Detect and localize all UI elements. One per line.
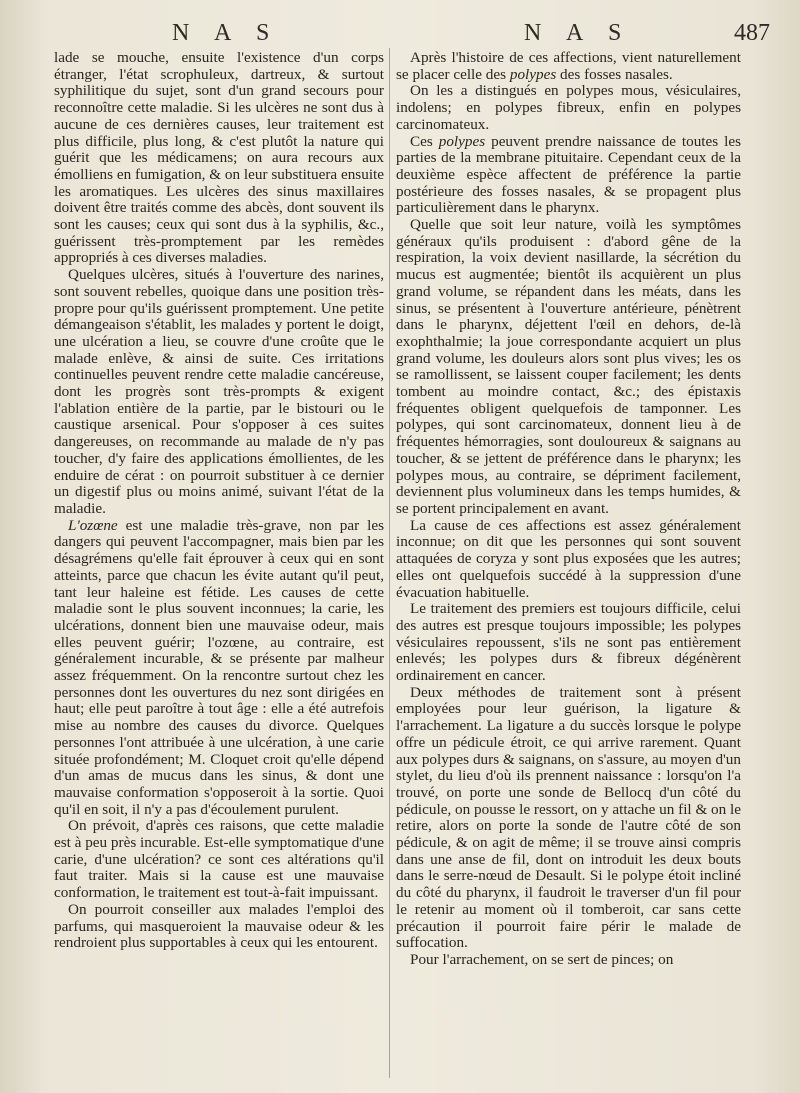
paragraph: On prévoit, d'après ces raisons, que cette maladie est à peu près incurable. Est-elle symptomatique d'une carie, d'une ulcération? ce sont ces altérations qu'il faut traiter. Mais si la cause est une mauvaise conformation, le traitement est tout-à-fait impuissant. xyxy=(54,817,384,902)
paragraph: Deux méthodes de traitement sont à présent employées pour leur guérison, la ligature & l'arrachement. La ligature a du succès lorsque le polype offre un pédicule étroit, ce qui arrive rarement. Quant aux polypes durs & saignans, on s'assure, au moyen d'un stylet, du lieu d'où ils prennent naissance : lorsqu'on l'a trouvé, on porte une sonde de Bellocq d'un côté du pédicule, on pousse le ressort, on y attache un fil & on le retire, alors on porte la sonde de l'autre côté de son pédicule, & on agit de même; il se trouve ainsi compris dans une anse de fil, dont on introduit les deux bouts dans le serre-nœud de Desault. Si le polype étoit incliné du côté du pharynx, il faudroit le traverser d'un fil pour le retenir au moment où il tomberoit, car sans cette précaution il pourroit faire périr le malade de suffocation. xyxy=(396,683,741,952)
paragraph: Quelle que soit leur nature, voilà les symptômes généraux qu'ils produisent : d'abord gêne de la respiration, la voix devient nasillarde, la sécrétion du mucus est augmentée; bientôt ils acquièrent un plus grand volume, se répandent dans les méats, dans les sinus, se présentent à l'ouverture antérieure, pénètrent dans le pharynx, déjettent l'œil en dehors, de-là exophthalmie; la joue correspondante acquiert un plus grand volume, les douleurs alors sont plus vives; les os se ramollissent, se laissent couper facilement; les dents tombent au moindre contact, &c.; des épistaxis fréquentes obligent quelquefois de tamponner. Les polypes, qui sont carcinomateux, donnent lieu à de fréquentes hémorragies, sont douloureux & saignans au toucher, & se jettent de préférence dans le pharynx; les polypes mous, au contraire, se dépriment facilement, deviennent plus volumineux dans les temps humides, & se portent principalement en avant. xyxy=(396,216,741,517)
paragraph: Le traitement des premiers est toujours difficile, celui des autres est presque toujours impossible; les polypes vésiculaires repoussent, s'ils ne sont pas entièrement enlevés; les polypes durs & fibreux dégénèrent ordinairement en cancer. xyxy=(396,600,741,685)
paragraph xyxy=(396,50,741,83)
paragraph-text: Après l'histoire de ces affections, vient naturellement se placer celle des xyxy=(396,50,741,83)
paragraph: Pour l'arrachement, on se sert de pinces; on xyxy=(410,950,674,968)
term-ozoene: L'ozœne xyxy=(68,516,118,534)
paragraph: La cause de ces affections est assez généralement inconnue; on dit que les personnes qui sont souvent attaquées de coryza y sont plus exposées que les autres; elles ont quelquefois succédé à la suppression d'une évacuation habituelle. xyxy=(396,516,741,601)
paragraph-text: est une maladie très-grave, non par les dangers qui peuvent l'accompagner, mais bien par les désagrémens qu'elle fait éprouver à ceux qui en sont atteints, parce que chacun les évite autant qu'il peut, tant leur haleine est fétide. Les causes de cette maladie sont le plus souvent inconnues; la carie, les ulcérations, donnent bien une mauvaise odeur, mais elles peuvent guérir; l'ozœne, au contraire, est généralement incurable, & se présente par malheur assez fréquemment. On la rencontre surtout chez les personnes dont les ouvertures du nez sont dirigées en haut; elle peut paroître à tout âge : elle a été autrefois mise au nombre des causes du divorce. Quelques personnes l'ont attribuée à une ulcération, à une carie située profondément; M. Cloquet croit qu'elle dépend d'un amas de mucus dans les sinus, & dont une mauvaise conformation s'opposeroit à la sortie. Quoi qu'il en soit, il n'y a pas d'écoulement purulent. xyxy=(54,516,384,818)
page-number: 487 xyxy=(734,20,770,46)
paragraph-text: des fosses nasales. xyxy=(556,65,673,83)
paragraph-text: peuvent prendre naissance de toutes les parties de la membrane pituitaire. Cependant ceux de la deuxième espèce affectent de préférence la partie postérieure des fosses nasales, & se propagent plus particulièrement dans le pharynx. xyxy=(396,132,741,217)
paragraph: Quelques ulcères, situés à l'ouverture des narines, sont souvent rebelles, quoique dans une position très-propre pour qu'ils guérissent promptement. Une petite démangeaison s'établit, les malades y portent le doigt, une ulcération a lieu, se couvre d'une croûte que le malade enlève, & ainsi de suite. Ces irritations continuelles peuvent rendre cette maladie cancéreuse, dont les progrès sont très-prompts & exigent l'ablation entière de la partie, par le bistouri ou le caustique arsenical. Pour s'opposer à ces suites dangereuses, on recommande au malade de n'y pas toucher, d'y faire des applications émollientes, de les enduire de cérat : on pourroit substituer à ce dernier un digestif plus ou moins animé, suivant l'état de la maladie. xyxy=(54,266,384,517)
paragraph: On pourroit conseiller aux malades l'emploi des parfums, qui masqueroient la mauvaise odeur & les rendroient plus supportables à ceux qui les entourent. xyxy=(54,900,384,952)
term-polypes: polypes xyxy=(509,65,557,83)
paragraph xyxy=(54,518,384,819)
column-divider xyxy=(389,48,390,1078)
paragraph: lade se mouche, ensuite l'existence d'un corps étranger, l'état scrophuleux, dartreux, & surtout syphilitique du sujet, sont d'un grand secours pour reconnoître cette maladie. Si les ulcères ne sont dus à aucune de ces dernières causes, leur traitement est plus difficile, plus long, & c'est plutôt la nature qui guérit que les médicamens; on aura recours aux émolliens en fumigation, & on leur substituera ensuite les aromatiques. Les ulcères des sinus maxillaires doivent être traités comme des abcès, dont souvent ils sont les causes; ceux qui sont dus à la syphilis, &c., guérissent très-promptement par les remèdes appropriés à ces diverses maladies. xyxy=(54,50,384,267)
running-header-right: N A S xyxy=(524,20,632,46)
paragraph-text: Ces xyxy=(410,132,439,150)
running-header-left: N A S xyxy=(172,20,280,46)
paragraph xyxy=(396,134,741,218)
left-column xyxy=(54,50,384,1080)
paragraph: On les a distingués en polypes mous, vésiculaires, indolens; en polypes fibreux, enfin en polypes carcinomateux. xyxy=(396,82,741,133)
term-polypes: polypes xyxy=(438,132,486,150)
right-column xyxy=(396,50,741,1080)
